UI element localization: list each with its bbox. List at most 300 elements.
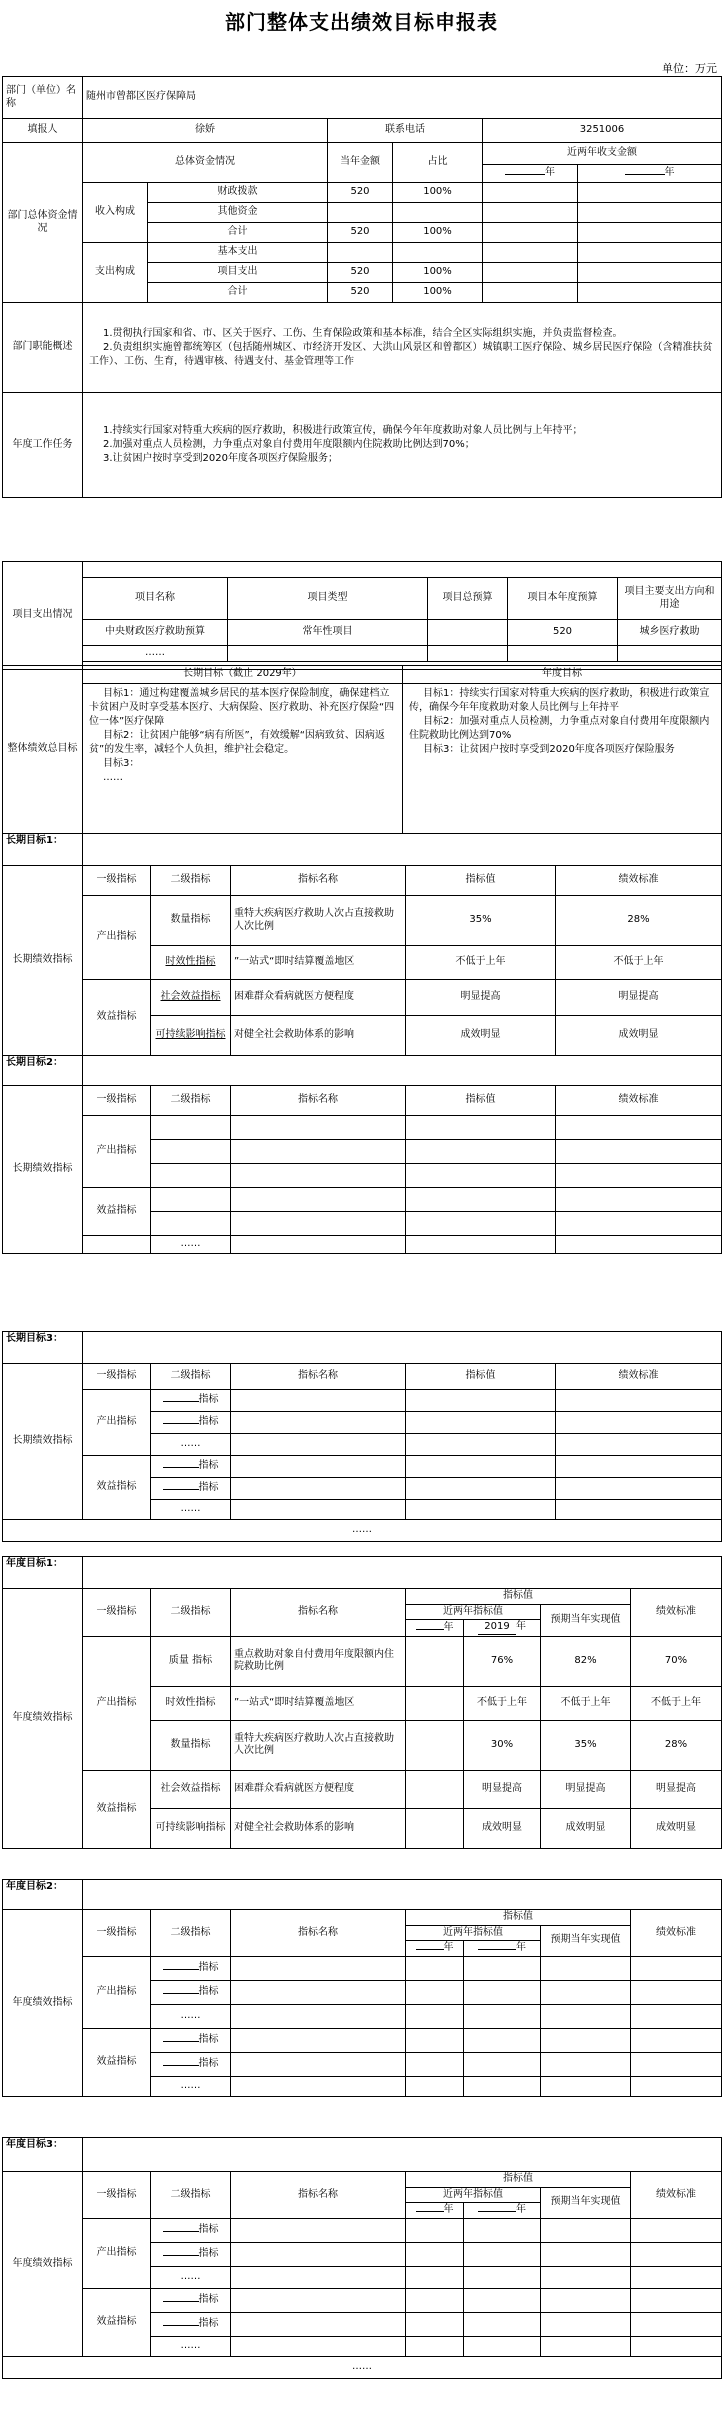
text [163, 1489, 199, 1490]
text: 年 [443, 1942, 454, 1953]
table-cell [541, 2076, 631, 2096]
funds-ratio-header: 占比 [393, 143, 483, 183]
text: 指标 [198, 1961, 219, 1973]
table-cell [631, 2218, 722, 2242]
table-cell [151, 1116, 231, 1140]
long-goals-text [83, 684, 403, 834]
table-cell [231, 1412, 406, 1434]
long-goal-2-title: 长期目标2： [3, 1056, 83, 1086]
output-label: 产出指标 [83, 1636, 151, 1770]
text [478, 1949, 516, 1950]
income-row-amount: 520 [328, 183, 393, 203]
table-cell: 明显提高 [631, 1770, 722, 1808]
table-cell [231, 1980, 406, 2004]
table-cell [541, 2004, 631, 2028]
table-cell [406, 2242, 464, 2266]
table-cell [464, 2312, 541, 2336]
text [163, 2041, 199, 2042]
proj-more: …… [83, 646, 228, 662]
text [416, 1949, 444, 1950]
text: 指标 [198, 2293, 219, 2305]
year-2-side-label: 年度绩效指标 [3, 1910, 83, 2097]
cell-empty [483, 223, 578, 243]
expense-row-ratio: 100% [393, 283, 483, 303]
duty-text [83, 303, 722, 393]
col-l1: 一级指标 [83, 1364, 151, 1390]
dots: …… [3, 2356, 722, 2378]
ind-std: 成效明显 [556, 1016, 722, 1056]
proj-h-name: 项目名称 [83, 578, 228, 620]
table-cell: 指标值 [406, 2172, 631, 2188]
year-goal-2-table [2, 1879, 722, 2097]
table-cell [231, 2028, 406, 2052]
table-cell [556, 1456, 722, 1478]
long-goal-1-title: 长期目标1： [3, 834, 83, 866]
table-cell [631, 2076, 722, 2096]
col-l2: 二级指标 [151, 1364, 231, 1390]
col-ind: 指标名称 [231, 866, 406, 896]
table-cell: …… [151, 1500, 231, 1520]
proj-h-year: 项目本年度预算 [508, 578, 618, 620]
table-cell [406, 2076, 464, 2096]
table-cell: …… [151, 2336, 231, 2356]
table-cell [406, 1236, 556, 1254]
table-cell [83, 1236, 151, 1254]
ind-l2 [151, 1016, 231, 1056]
table-cell: …… [151, 2266, 231, 2288]
table-cell [541, 2052, 631, 2076]
text: 目标3： [103, 758, 140, 769]
cell-empty [578, 223, 722, 243]
text: 年 [516, 1942, 526, 1953]
col-val: 指标值 [406, 1086, 556, 1116]
ind-val: 不低于上年 [406, 946, 556, 980]
table-cell [464, 2242, 541, 2266]
table-cell [541, 1980, 631, 2004]
table-cell: …… [151, 2004, 231, 2028]
text: 可持续影响指标 [155, 1029, 226, 1041]
table-cell [541, 2312, 631, 2336]
table-cell [231, 1500, 406, 1520]
expense-row-name: 项目支出 [148, 263, 328, 283]
table-cell [556, 1116, 722, 1140]
income-row-name: 财政拨款 [148, 183, 328, 203]
table-cell [406, 2336, 464, 2356]
output-label: 产出指标 [83, 2218, 151, 2288]
table-cell [406, 1941, 464, 1957]
long-goal-3-table [2, 1331, 722, 1542]
table-cell [464, 1956, 541, 1980]
table-cell [556, 1500, 722, 1520]
table-cell [231, 2242, 406, 2266]
table-cell [556, 1434, 722, 1456]
cell-empty [483, 263, 578, 283]
table-cell [631, 1956, 722, 1980]
text [416, 1629, 444, 1630]
table-cell [406, 1980, 464, 2004]
col-l1: 一级指标 [83, 1086, 151, 1116]
projects-label: 项目支出情况 [3, 562, 83, 670]
ind-name: 重特大疾病医疗救助人次占直接救助人次比例 [231, 896, 406, 946]
table-cell [541, 2336, 631, 2356]
ind-val: 成效明显 [406, 1016, 556, 1056]
table-cell [151, 2052, 231, 2076]
cell-empty [578, 263, 722, 283]
table-cell [406, 2052, 464, 2076]
funds-year-b [578, 165, 722, 183]
cell-empty [483, 243, 578, 263]
overall-goal-table [2, 665, 722, 834]
table-cell: 绩效标准 [631, 1910, 722, 1957]
expense-row-amount [328, 243, 393, 263]
table-cell: …… [151, 1434, 231, 1456]
table-cell [231, 1390, 406, 1412]
table-cell [556, 1140, 722, 1164]
filler-name: 徐娇 [83, 119, 328, 143]
table-cell [406, 1636, 464, 1686]
table-cell [464, 2028, 541, 2052]
income-row-ratio: 100% [393, 223, 483, 243]
table-cell: 指标名称 [231, 2172, 406, 2219]
table-cell: 不低于上年 [464, 1686, 541, 1720]
long-3-side-label: 长期绩效指标 [3, 1364, 83, 1520]
table-cell [231, 2312, 406, 2336]
year-goal-head: 年度目标 [403, 666, 722, 684]
income-row-name: 合计 [148, 223, 328, 243]
table-cell [406, 1500, 556, 1520]
proj-row-total [428, 620, 508, 646]
text [163, 1969, 199, 1970]
table-cell: 预期当年实现值 [541, 1604, 631, 1636]
table-cell [231, 2004, 406, 2028]
table-cell [464, 2336, 541, 2356]
table-cell: ”一站式“即时结算覆盖地区 [231, 1686, 406, 1720]
table-cell: 35% [541, 1720, 631, 1770]
cell-empty [578, 243, 722, 263]
effect-label: 效益指标 [83, 1770, 151, 1848]
effect-label: 效益指标 [83, 1188, 151, 1236]
text: 目标3：让贫困户按时享受到2020年度各项医疗保险服务 [423, 744, 675, 755]
phone-label: 联系电话 [328, 119, 483, 143]
table-cell: 指标值 [406, 1910, 631, 1926]
table-cell [406, 1188, 556, 1212]
table-cell: 社会效益指标 [151, 1770, 231, 1808]
table-cell [151, 1412, 231, 1434]
ind-l2 [151, 980, 231, 1016]
table-cell [151, 1478, 231, 1500]
funds-amount-header: 当年金额 [328, 143, 393, 183]
table-cell [464, 1980, 541, 2004]
table-cell: 明显提高 [464, 1770, 541, 1808]
table-cell [231, 2076, 406, 2096]
expense-label: 支出构成 [83, 243, 148, 303]
table-cell [541, 1956, 631, 1980]
table-cell [631, 2242, 722, 2266]
col-std: 绩效标准 [556, 866, 722, 896]
table-cell [406, 2028, 464, 2052]
col-std: 绩效标准 [556, 1364, 722, 1390]
table-cell: 绩效标准 [631, 2172, 722, 2219]
text: 指标 [198, 1985, 219, 1997]
expense-row-name: 基本支出 [148, 243, 328, 263]
table-cell [556, 1412, 722, 1434]
text [163, 1467, 199, 1468]
table-cell [406, 2218, 464, 2242]
cell-empty [83, 1332, 722, 1364]
table-cell [231, 1212, 406, 1236]
table-cell [151, 2312, 231, 2336]
table-cell: 预期当年实现值 [541, 1925, 631, 1956]
text: 2.负责组织实施曾都统筹区（包括随州城区、市经济开发区、大洪山风景区和曾都区）城镇职工医疗保险、城乡居民医疗保险（含精准扶贫工作）、工伤、生育，待遇审核、待遇支付、基金管理等工作 [89, 341, 713, 367]
col-std: 绩效标准 [556, 1086, 722, 1116]
table-cell [464, 2004, 541, 2028]
page-title: 部门整体支出绩效目标申报表 [225, 10, 498, 34]
table-cell [556, 1236, 722, 1254]
table-cell: 成效明显 [631, 1808, 722, 1848]
text: 年 [443, 2204, 454, 2215]
table-cell: 绩效标准 [631, 1589, 722, 1637]
text: 指标 [198, 2033, 219, 2045]
header-table [2, 76, 722, 498]
table-cell [464, 2218, 541, 2242]
text: 年 [545, 167, 555, 179]
table-cell [541, 2242, 631, 2266]
long-1-side-label: 长期绩效指标 [3, 866, 83, 1056]
table-cell [464, 2266, 541, 2288]
proj-row-name: 中央财政医疗救助预算 [83, 620, 228, 646]
ind-std: 明显提高 [556, 980, 722, 1016]
output-label: 产出指标 [83, 1956, 151, 2028]
table-cell: 二级指标 [151, 1589, 231, 1637]
table-cell [631, 1980, 722, 2004]
ind-val: 35% [406, 896, 556, 946]
table-cell [541, 2218, 631, 2242]
year-goal-3-title: 年度目标3： [3, 2138, 83, 2172]
duty-label: 部门职能概述 [3, 303, 83, 393]
text: 社会效益指标 [160, 991, 221, 1003]
effect-label: 效益指标 [83, 2028, 151, 2096]
year-goal-1-title: 年度目标1： [3, 1557, 83, 1589]
table-cell [231, 1140, 406, 1164]
table-cell: 困难群众看病就医方便程度 [231, 1770, 406, 1808]
proj-h-dir: 项目主要支出方向和用途 [618, 578, 722, 620]
table-cell [151, 2028, 231, 2052]
long-goal-3-title: 长期目标3： [3, 1332, 83, 1364]
expense-row-amount: 520 [328, 283, 393, 303]
table-cell [406, 2312, 464, 2336]
table-cell: 近两年指标值 [406, 1925, 541, 1941]
funds-label: 部门总体资金情况 [3, 143, 83, 303]
table-cell: 明显提高 [541, 1770, 631, 1808]
text: …… [103, 772, 123, 783]
table-cell [631, 2028, 722, 2052]
text [505, 174, 545, 175]
proj-h-type: 项目类型 [228, 578, 428, 620]
table-cell [231, 1116, 406, 1140]
table-cell [231, 1236, 406, 1254]
cell-empty [483, 283, 578, 303]
dots: …… [3, 1520, 722, 1542]
table-cell [231, 1434, 406, 1456]
text: 指标 [198, 2223, 219, 2235]
year-goal-3-table [2, 2137, 722, 2379]
text: 指标 [198, 1416, 219, 1428]
cell-empty [578, 183, 722, 203]
text [416, 2211, 444, 2212]
table-cell: 二级指标 [151, 1910, 231, 1957]
proj-row-dir: 城乡医疗救助 [618, 620, 722, 646]
text: 时效性指标 [165, 956, 216, 968]
cell-empty [83, 562, 722, 578]
filler-label: 填报人 [3, 119, 83, 143]
table-cell [231, 2218, 406, 2242]
table-cell [464, 1941, 541, 1957]
table-cell [151, 1212, 231, 1236]
text: 指标 [198, 1460, 219, 1472]
text: 1.贯彻执行国家和省、市、区关于医疗、工伤、生育保险政策和基本标准，结合全区实际组织实施，并负责监督检查。 [103, 327, 623, 339]
table-cell [631, 2288, 722, 2312]
table-cell [231, 2052, 406, 2076]
year-goals-text [403, 684, 722, 834]
unit-label: 单位：万元 [662, 62, 717, 75]
table-cell [631, 2266, 722, 2288]
col-val: 指标值 [406, 1364, 556, 1390]
table-cell [631, 2004, 722, 2028]
proj-row-type: 常年性项目 [228, 620, 428, 646]
cell-empty [83, 2138, 722, 2172]
cell-empty [428, 646, 508, 662]
text: 3.让贫困户按时享受到2020年度各项医疗保险服务； [103, 453, 338, 464]
effect-label: 效益指标 [83, 2288, 151, 2356]
expense-row-name: 合计 [148, 283, 328, 303]
expense-row-amount: 520 [328, 263, 393, 283]
phone-value: 3251006 [483, 119, 722, 143]
table-cell [231, 2288, 406, 2312]
income-row-amount [328, 203, 393, 223]
funds-overall-header: 总体资金情况 [83, 143, 328, 183]
text: 年 [664, 167, 675, 179]
col-l2: 二级指标 [151, 1086, 231, 1116]
income-row-ratio [393, 203, 483, 223]
text: 年 [516, 1621, 526, 1632]
ind-name: 困难群众看病就医方便程度 [231, 980, 406, 1016]
table-cell: 一级指标 [83, 1910, 151, 1957]
long-goal-2-table [2, 1055, 722, 1254]
col-ind: 指标名称 [231, 1086, 406, 1116]
cell-empty [228, 646, 428, 662]
table-cell [151, 2288, 231, 2312]
cell-empty [618, 646, 722, 662]
table-cell: 30% [464, 1720, 541, 1770]
long-2-side-label: 长期绩效指标 [3, 1086, 83, 1254]
table-cell [231, 1188, 406, 1212]
year-goal-1-table [2, 1556, 722, 1849]
table-cell [541, 2266, 631, 2288]
table-cell [464, 2203, 541, 2219]
table-cell [406, 2288, 464, 2312]
text: 年 [516, 2204, 526, 2215]
text [163, 2301, 199, 2302]
cell-empty [508, 646, 618, 662]
table-cell [406, 1478, 556, 1500]
output-label: 产出指标 [83, 1390, 151, 1456]
funds-recent-header: 近两年收支金额 [483, 143, 722, 165]
table-cell: 指标值 [406, 1589, 631, 1605]
table-cell [406, 1164, 556, 1188]
output-label: 产出指标 [83, 896, 151, 980]
table-cell [406, 2266, 464, 2288]
table-cell: 82% [541, 1636, 631, 1686]
table-cell [406, 1116, 556, 1140]
table-cell [406, 1140, 556, 1164]
expense-row-ratio: 100% [393, 263, 483, 283]
table-cell [464, 1620, 541, 1637]
table-cell: 时效性指标 [151, 1686, 231, 1720]
table-cell [151, 1980, 231, 2004]
table-cell [541, 2288, 631, 2312]
proj-h-total: 项目总预算 [428, 578, 508, 620]
table-cell [631, 2336, 722, 2356]
year-3-side-label: 年度绩效指标 [3, 2172, 83, 2357]
text [163, 2065, 199, 2066]
long-goal-1-table [2, 833, 722, 1056]
ind-l2 [151, 946, 231, 980]
long-goal-head: 长期目标（截止 2029年） [83, 666, 403, 684]
table-cell [556, 1164, 722, 1188]
table-cell [406, 1956, 464, 1980]
table-cell [151, 1390, 231, 1412]
text: 目标1：持续实行国家对特重大疾病的医疗救助，积极进行政策宣传，确保今年年度救助对象人员比例与上年持平 [409, 688, 710, 713]
ind-val: 明显提高 [406, 980, 556, 1016]
table-cell: 不低于上年 [631, 1686, 722, 1720]
output-label: 产出指标 [83, 1116, 151, 1188]
table-cell [631, 2052, 722, 2076]
overall-goal-label: 整体绩效总目标 [3, 666, 83, 834]
table-cell [151, 1456, 231, 1478]
table-cell [231, 1478, 406, 1500]
dept-name-label: 部门（单位）名称 [3, 77, 83, 119]
table-cell: …… [151, 2076, 231, 2096]
effect-label: 效益指标 [83, 1456, 151, 1520]
cell-empty [483, 203, 578, 223]
table-cell [151, 1164, 231, 1188]
table-cell: 一级指标 [83, 1589, 151, 1637]
text [163, 1423, 199, 1424]
table-cell: 重特大疾病医疗救助人次占直接救助人次比例 [231, 1720, 406, 1770]
table-cell [406, 1770, 464, 1808]
text: 指标 [198, 2057, 219, 2069]
table-cell [406, 1808, 464, 1848]
text: 目标2：让贫困户能够“病有所医”，有效缓解“因病致贫、因病返贫”的发生率，减轻个人负担，维护社会稳定。 [89, 730, 385, 755]
table-cell [556, 1212, 722, 1236]
text [478, 2211, 516, 2212]
ind-l2: 数量指标 [151, 896, 231, 946]
cell-empty [83, 1056, 722, 1086]
tasks-text [83, 393, 722, 498]
table-cell [556, 1478, 722, 1500]
tasks-label: 年度工作任务 [3, 393, 83, 498]
table-cell [406, 1720, 464, 1770]
table-cell: 重点救助对象自付费用年度限额内住院救助比例 [231, 1636, 406, 1686]
year-1-side-label: 年度绩效指标 [3, 1589, 83, 1849]
dots: …… [151, 1236, 231, 1254]
table-cell: 成效明显 [464, 1808, 541, 1848]
table-cell: 二级指标 [151, 2172, 231, 2219]
proj-row-year: 520 [508, 620, 618, 646]
table-cell: 76% [464, 1636, 541, 1686]
income-row-amount: 520 [328, 223, 393, 243]
expense-row-ratio [393, 243, 483, 263]
